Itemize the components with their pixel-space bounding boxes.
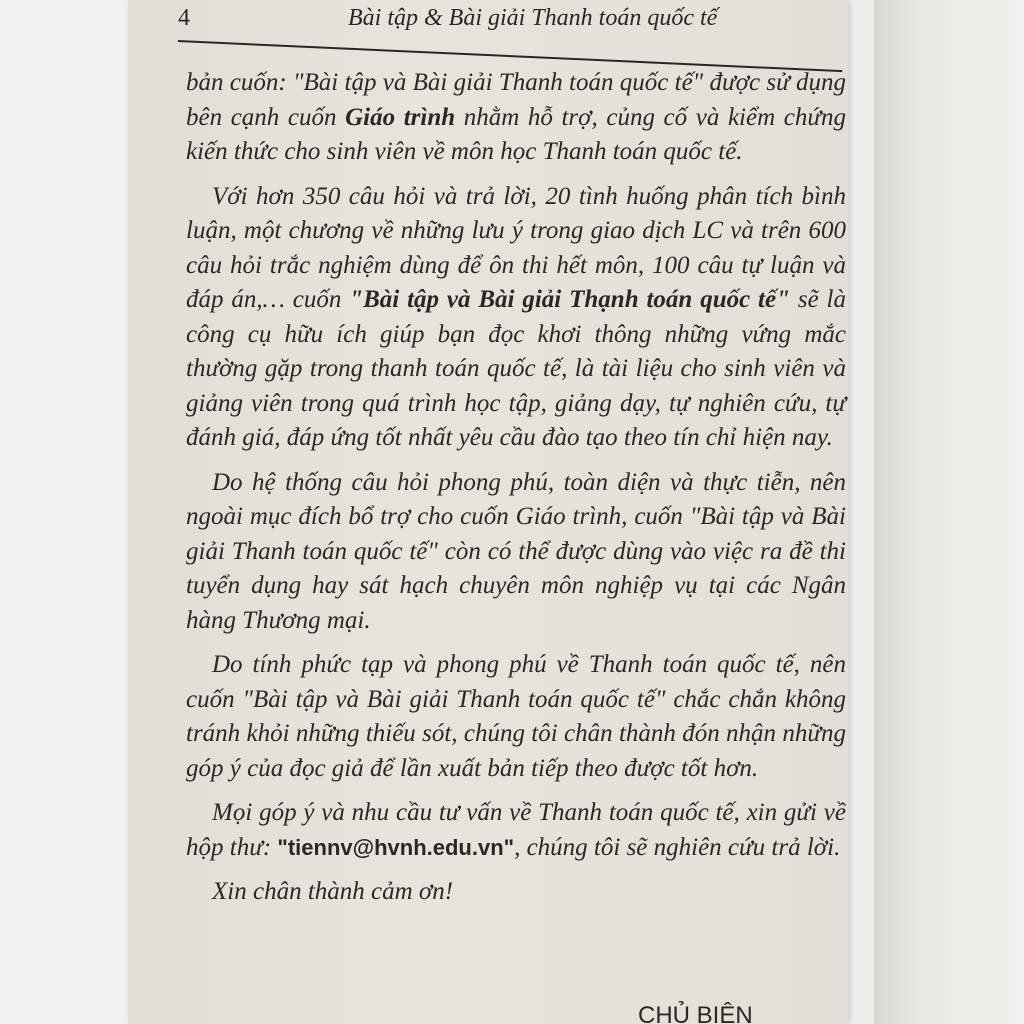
paragraph-5-text-a: Mọi góp ý và nhu cầu tư vấn về Thanh toán quốc tế, xin gửi về hộp thư: [186,799,846,861]
closing-line: Xin chân thành cảm ơn! [212,878,454,905]
paragraph-4: Do tính phức tạp và phong phú về Thanh toán quốc tế, nên cuốn "Bài tập và Bài giải Thanh toán quốc tế" chắc chắn không tránh khỏi những thiếu sót, chúng tôi chân thành đón nhận những góp ý của đọc giả để lần xuất bản tiếp theo được tốt hơn. [186,651,846,782]
paragraph-2-bold: "Bài tập và Bài giải Thạnh toán quốc tế" [349,286,790,313]
contact-email: "tiennv@hvnh.edu.vn" [277,834,515,860]
paragraph-1-text-a: bản cuốn: "Bài tập và Bài giải Thanh toán quốc tế" được sử dụng bên cạnh cuốn [186,69,846,131]
paragraph-5 [186,796,846,865]
paragraph-2-text-b: sẽ là công cụ hữu ích giúp bạn đọc khơi thông những vứng mắc thường gặp trong thanh toán quốc tế, là tài liệu cho sinh viên và giảng viên trong quá trình học tập, giảng dạy, tự nghiên cứu, tự đánh giá, đáp ứng tốt nhất yêu cầu đào tạo theo tín chỉ hiện nay. [186,286,846,451]
running-head [178,0,818,40]
background-left [0,0,130,1024]
paragraph-1 [186,66,846,170]
page-number: 4 [178,5,190,31]
paragraph-5-text-b: , chúng tôi sẽ nghiên cứu trả lời. [514,833,841,861]
paragraph-3: Do hệ thống câu hỏi phong phú, toàn diện và thực tiễn, nên ngoài mục đích bổ trợ cho cuốn Giáo trình, cuốn "Bài tập và Bài giải Thanh toán quốc tế" còn có thể được dùng vào việc ra đề thi tuyển dụng hay sát hạch chuyên môn nghiệp vụ tại các Ngân hàng Thương mại. [186,468,846,634]
background-right [874,0,1024,1024]
paragraph-2 [186,180,846,456]
book-page [128,0,848,1024]
running-head-title: Bài tập & Bài giải Thanh toán quốc tế [348,5,718,31]
paragraph-2-text-a: Với hơn 350 câu hỏi và trả lời, 20 tình huống phân tích bình luận, một chương về những lưu ý trong giao dịch LC và trên 600 câu hỏi trắc nghiệm dùng để ôn thi hết môn, 100 câu tự luận và đáp án,… cuốn [186,182,846,313]
signature-role: CHỦ BIÊN [638,1002,753,1024]
paragraph-1-text-b: nhằm hỗ trợ, củng cố và kiểm chứng kiến thức cho sinh viên về môn học Thanh toán quốc tế. [186,103,846,165]
body-text [186,66,846,910]
paragraph-1-bold: Giáo trình [345,103,456,131]
